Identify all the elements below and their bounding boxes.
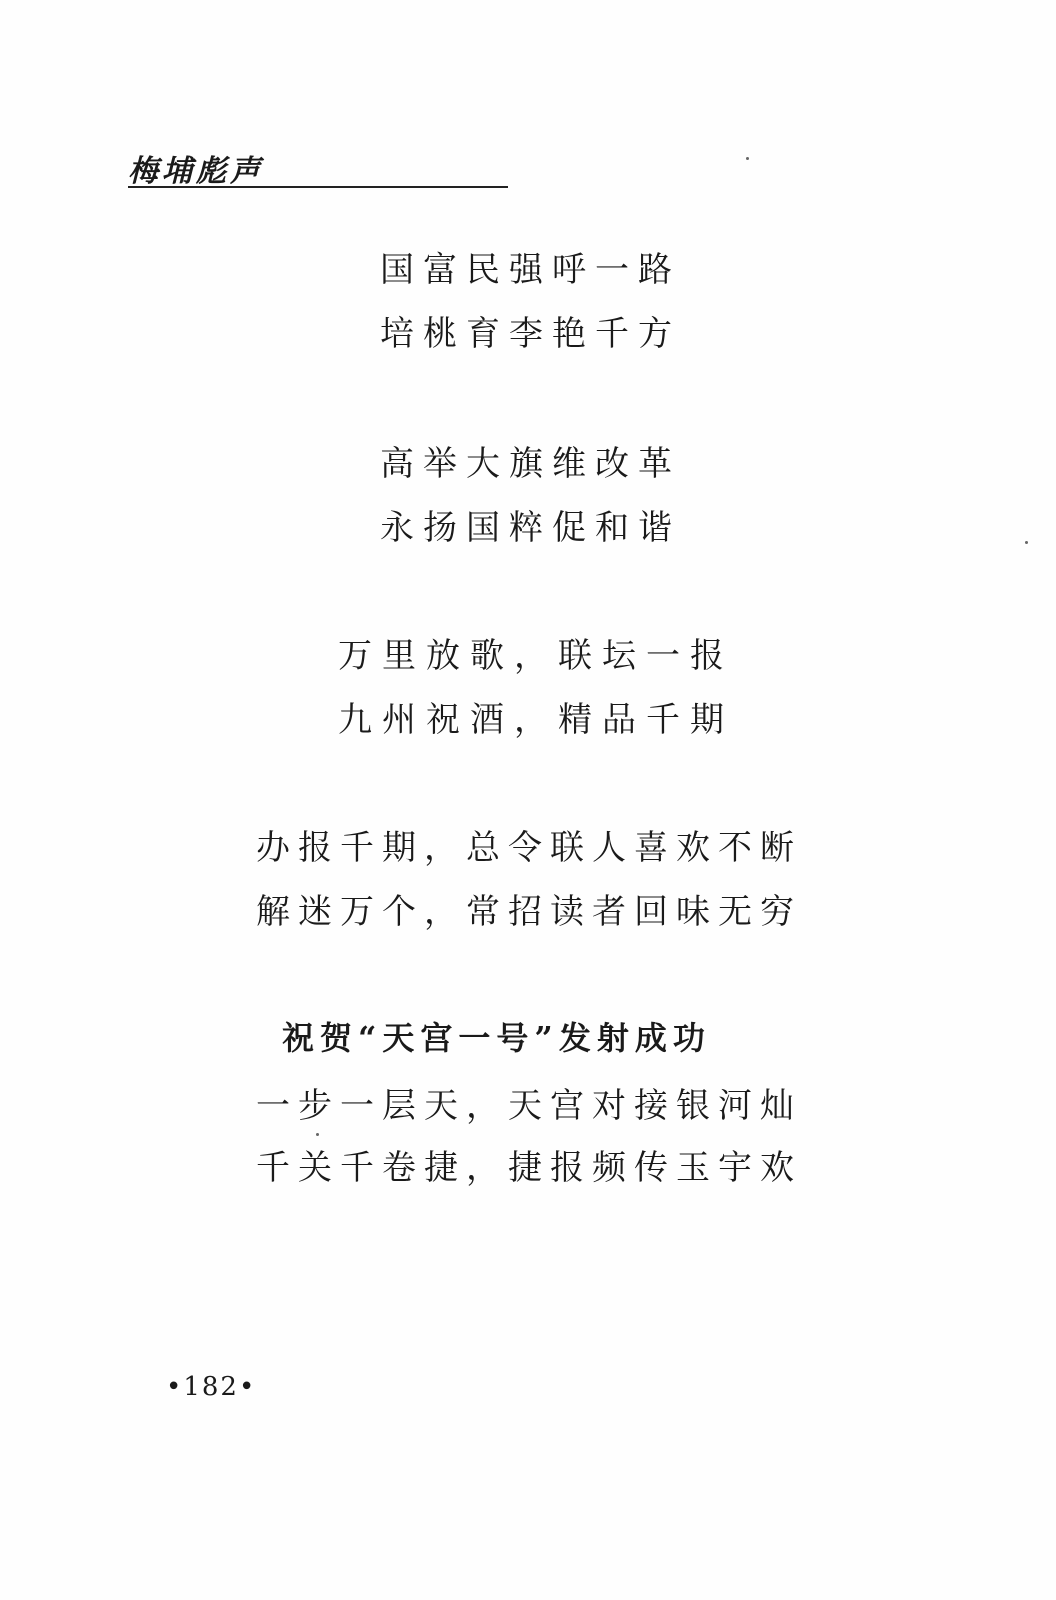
scan-speck xyxy=(746,157,749,160)
section-title: 祝贺“天宫一号”发射成功 xyxy=(282,1019,711,1057)
couplet-3-line-2: 九州祝酒，精品千期 xyxy=(338,700,734,740)
couplet-2-line-2: 永扬国粹促和谐 xyxy=(380,508,681,548)
couplet-1-line-2: 培桃育李艳千方 xyxy=(380,314,681,354)
running-head: 梅埔彪声 xyxy=(128,154,264,189)
couplet-4-line-2: 解迷万个，常招读者回味无穷 xyxy=(256,892,802,932)
couplet-1-line-1: 国富民强呼一路 xyxy=(380,250,681,290)
section-line-1: 一步一层天，天宫对接银河灿 xyxy=(256,1086,802,1126)
page-number: •182• xyxy=(166,1372,257,1402)
scan-speck xyxy=(1025,541,1028,544)
section-line-2: 千关千卷捷，捷报频传玉宇欢 xyxy=(256,1148,802,1188)
couplet-3-line-1: 万里放歌，联坛一报 xyxy=(338,636,734,676)
couplet-4-line-1: 办报千期，总令联人喜欢不断 xyxy=(256,828,802,868)
header-rule xyxy=(128,186,508,188)
scan-speck xyxy=(316,1133,319,1136)
couplet-2-line-1: 高举大旗维改革 xyxy=(380,444,681,484)
